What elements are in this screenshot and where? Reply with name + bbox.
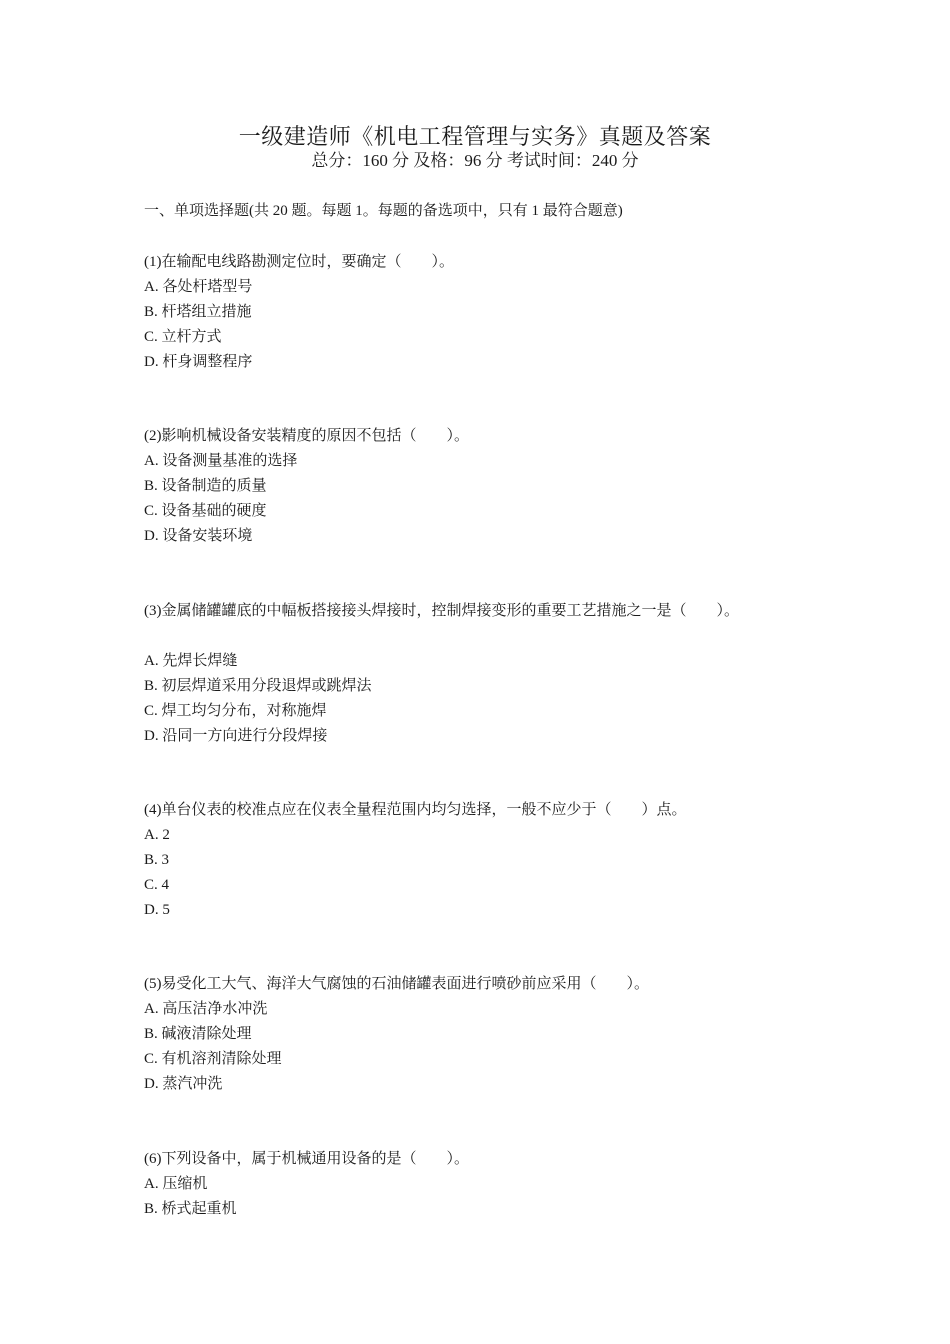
section-heading: 一、单项选择题(共 20 题。每题 1。每题的备选项中，只有 1 最符合题意)	[144, 203, 623, 219]
option-c: C. 4	[144, 877, 170, 893]
question-stem: (3)金属储罐罐底的中幅板搭接接头焊接时，控制焊接变形的重要工艺措施之一是（ ）。	[144, 603, 739, 619]
option-b: B. 3	[144, 852, 170, 868]
option-c: C. 有机溶剂清除处理	[144, 1051, 282, 1067]
question-stem: (6)下列设备中，属于机械通用设备的是（ ）。	[144, 1151, 469, 1167]
option-c: C. 立杆方式	[144, 329, 222, 345]
option-a: A. 设备测量基准的选择	[144, 453, 298, 469]
option-a: A. 先焊长焊缝	[144, 653, 238, 669]
option-d: D. 5	[144, 902, 170, 918]
question-6	[144, 1147, 864, 1222]
document-title: 一级建造师《机电工程管理与实务》真题及答案	[238, 124, 712, 149]
question-4	[144, 798, 864, 923]
option-b: B. 桥式起重机	[144, 1201, 237, 1217]
option-d: D. 设备安装环境	[144, 528, 253, 544]
question-stem: (5)易受化工大气、海洋大气腐蚀的石油储罐表面进行喷砂前应采用（ ）。	[144, 976, 649, 992]
question-3	[144, 599, 864, 749]
option-a: A. 高压洁净水冲洗	[144, 1001, 268, 1017]
option-a: A. 压缩机	[144, 1176, 208, 1192]
question-2	[144, 424, 864, 549]
option-c: C. 焊工均匀分布，对称施焊	[144, 703, 327, 719]
option-a: A. 2	[144, 827, 170, 843]
option-b: B. 设备制造的质量	[144, 478, 267, 494]
option-a: A. 各处杆塔型号	[144, 279, 253, 295]
question-1	[144, 250, 864, 375]
question-stem: (1)在输配电线路勘测定位时，要确定（ ）。	[144, 254, 454, 270]
question-stem: (4)单台仪表的校准点应在仪表全量程范围内均匀选择，一般不应少于（ ）点。	[144, 802, 687, 818]
option-b: B. 初层焊道采用分段退焊或跳焊法	[144, 678, 372, 694]
option-d: D. 蒸汽冲洗	[144, 1076, 223, 1092]
option-b: B. 碱液清除处理	[144, 1026, 252, 1042]
question-stem: (2)影响机械设备安装精度的原因不包括（ ）。	[144, 428, 469, 444]
option-d: D. 杆身调整程序	[144, 354, 253, 370]
option-c: C. 设备基础的硬度	[144, 503, 267, 519]
document-subtitle: 总分：160 分 及格：96 分 考试时间：240 分	[311, 151, 639, 170]
question-5	[144, 972, 864, 1097]
option-b: B. 杆塔组立措施	[144, 304, 252, 320]
option-d: D. 沿同一方向进行分段焊接	[144, 728, 328, 744]
